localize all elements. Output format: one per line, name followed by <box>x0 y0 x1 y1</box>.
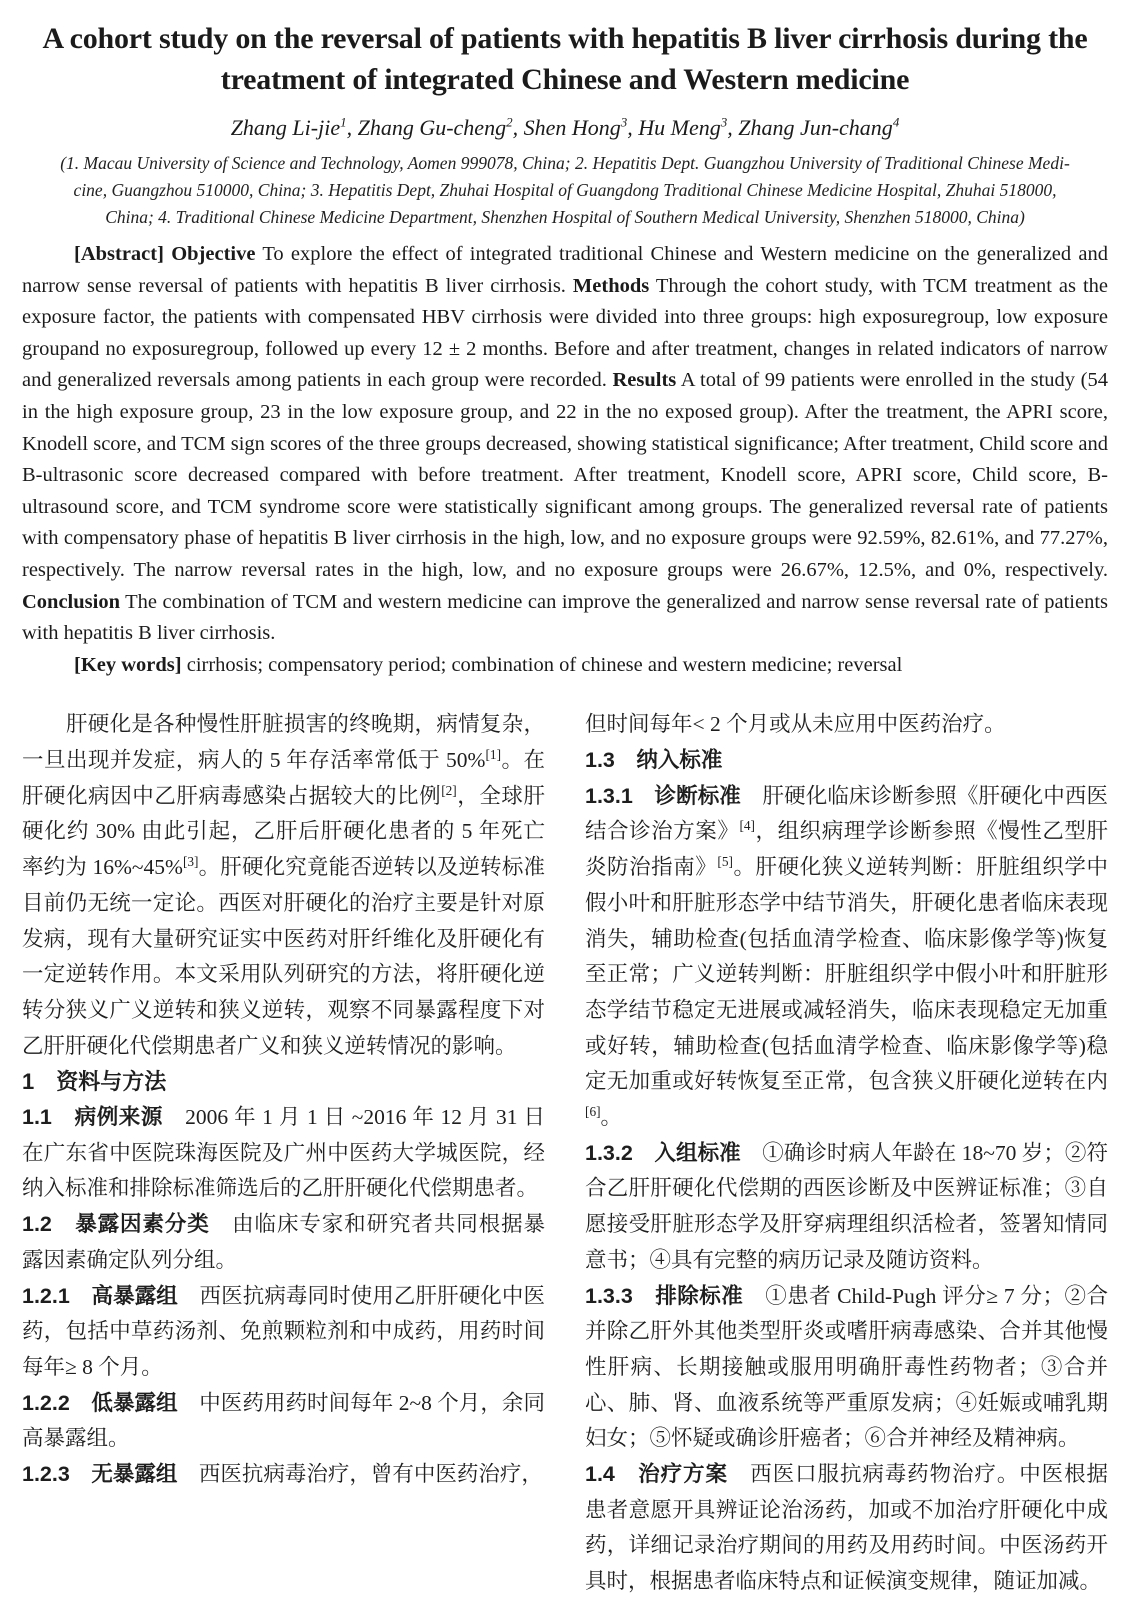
reference-superscript: [6] <box>585 1103 601 1119</box>
text-run: 肝硬化是各种慢性肝脏损害的终晚期，病情复杂，一旦出现并发症，病人的 5 年存活率常低于 50% <box>22 712 545 773</box>
text-run: 但时间每年< 2 个月或从未应用中医药治疗。 <box>585 712 1006 737</box>
text-run: Results <box>612 369 677 392</box>
affiliation-line: cine, Guangzhou 510000, China; 3. Hepatitis Dept, Zhuhai Hospital of Guangdong Traditional Chinese Medicine Hospital, Zhuhai 518000, <box>73 180 1057 200</box>
left-column <box>22 707 545 1600</box>
body-paragraph <box>22 1279 545 1386</box>
reference-superscript: [5] <box>717 853 733 869</box>
text-run: 中医药用药时间每年 2~8 个月，余同高暴露组。 <box>22 1390 545 1451</box>
text-run: 1.2 暴露因素分类 <box>22 1212 210 1237</box>
text-run: Methods <box>572 274 650 297</box>
text-run: 。肝硬化狭义逆转判断：肝脏组织学中假小叶和肝脏形态学中结节消失，肝硬化患者临床表现消失，辅助检查(包括血清学检查、临床影像学等)恢复至正常；广义逆转判断：肝脏组织学中假小叶和肝脏形态学结节稳定无进展或减轻消失，临床表现稳定无加重或好转，辅助检查(包括血清学检查、临床影像学等)稳定无加重或好转恢复至正常，包含狭义肝硬化逆转在内 <box>585 855 1108 1094</box>
body-paragraph <box>22 1100 545 1207</box>
text-run: 1.3.1 诊断标准 <box>585 783 741 808</box>
text-run: 西医抗病毒治疗，曾有中医药治疗， <box>177 1462 543 1487</box>
text-run: ①确诊时病人年龄在 18~70 岁；②符合乙肝肝硬化代偿期的西医诊断及中医辨证标准；③自愿接受肝脏形态学及肝穿病理组织活检者，签署知情同意书；④具有完整的病历记录及随访资料。 <box>585 1140 1108 1272</box>
body-paragraph <box>585 1457 1108 1600</box>
text-run: To explore the effect of integrated traditional Chinese and Western medicine on the generalized and narrow sense reversal of patients with hepatitis B liver cirrhosis. <box>22 243 1108 297</box>
text-run: 西医口服抗病毒药物治疗。中医根据患者意愿开具辨证论治汤药，加或不加治疗肝硬化中成药，详细记录治疗期间的用药及用药时间。中医汤药开具时，根据患者临床特点和证候演变规律，随证加减。 <box>585 1462 1108 1594</box>
text-run: , Zhang Jun-chang <box>727 115 893 140</box>
text-run: Zhang Li-jie <box>230 115 341 140</box>
body-paragraph <box>585 1279 1108 1458</box>
body-columns <box>22 707 1108 1600</box>
body-paragraph <box>22 1207 545 1278</box>
paper-title: A cohort study on the reversal of patients with hepatitis B liver cirrhosis during the treatment of integrated Chinese and Western medicine <box>42 22 1088 96</box>
text-run: 。在肝硬化病因中乙肝病毒感染占据较大的比例 <box>22 748 545 808</box>
body-paragraph <box>585 779 1108 1136</box>
reference-superscript: 4 <box>892 114 900 130</box>
keywords-line <box>22 650 1108 682</box>
reference-superscript: [3] <box>182 853 199 869</box>
text-run: 西医抗病毒同时使用乙肝肝硬化中医药，包括中草药汤剂、免煎颗粒剂和中成药，用药时间每年≥ 8 个月。 <box>22 1283 545 1379</box>
affiliation-block <box>22 150 1108 231</box>
body-paragraph <box>585 743 1108 779</box>
reference-superscript: 1 <box>340 114 347 130</box>
body-paragraph <box>22 1386 545 1457</box>
text-run: 1.3.3 排除标准 <box>585 1283 744 1308</box>
text-run: ，全球肝硬化约 30% 由此引起，乙肝后肝硬化患者的 5 年死亡率约为 16%~45% <box>22 783 545 880</box>
text-run: Conclusion <box>22 590 120 613</box>
text-run: A total of 99 patients were enrolled in the study (54 in the high exposure group, 23 in the low exposure group, and 22 in the no exposed group). After the treatment, the APRI score, Knodell score, and TCM sign scores of the three groups decreased, showing statistical significance; After treatment, Child score and B-ultrasonic score decreased compared with before treatment. After treatment, Knodell score, APRI score, Child score, B-ultrasound score, and TCM syndrome score were statistically significant among groups. The generalized reversal rate of patients with compensatory phase of hepatitis B liver cirrhosis in the high, low, and no exposure groups were 92.59%, 82.61%, and 77.27%, respectively. The narrow reversal rates in the high, low, and no exposure groups were 26.67%, 12.5%, and 0%, respectively. <box>22 369 1108 581</box>
reference-superscript: 2 <box>506 114 513 130</box>
text-run: 1.2.2 低暴露组 <box>22 1390 178 1415</box>
text-run: 1.3.2 入组标准 <box>585 1140 741 1165</box>
text-run: 1.3 纳入标准 <box>585 748 723 773</box>
text-run: cirrhosis; compensatory period; combination of chinese and western medicine; reversal <box>181 653 903 676</box>
text-run: 1.1 病例来源 <box>22 1105 163 1130</box>
text-run: 1.2.3 无暴露组 <box>22 1462 178 1487</box>
reference-superscript: [2] <box>441 782 457 798</box>
body-paragraph <box>22 707 545 1064</box>
text-run: 肝硬化临床诊断参照《肝硬化中西医结合诊治方案》 <box>585 783 1108 844</box>
reference-superscript: [1] <box>485 746 502 762</box>
text-run: Through the cohort study, with TCM treatment as the exposure factor, the patients with compensated HBV cirrhosis were divided into three groups: high exposuregroup, low exposure groupand no exposuregroup, followed up every 12 ± 2 months. Before and after treatment, changes in related indicators of narrow and generalized reversals among patients in each group were recorded. <box>22 274 1109 392</box>
text-run: 1.2.1 高暴露组 <box>22 1283 178 1308</box>
right-column <box>585 707 1108 1600</box>
abstract-paragraph <box>22 239 1108 650</box>
text-run: ①患者 Child-Pugh 评分≥ 7 分；②合并除乙肝外其他类型肝炎或嗜肝病毒感染、合并其他慢性肝病、长期接触或服用明确肝毒性药物者；③合并心、肺、肾、血液系统等严重原发病；④妊娠或哺乳期妇女；⑤怀疑或确诊肝癌者；⑥合并神经及精神病。 <box>585 1283 1108 1451</box>
text-run: [Key words] <box>74 653 182 676</box>
text-run: , Hu Meng <box>627 115 721 140</box>
body-paragraph <box>22 1457 545 1493</box>
text-run: , Zhang Gu-cheng <box>346 115 507 140</box>
text-run: 。 <box>600 1105 623 1130</box>
affiliation-line: (1. Macau University of Science and Technology, Aomen 999078, China; 2. Hepatitis Dept. Guangzhou University of Traditional Chinese Medi- <box>60 153 1070 173</box>
text-run: 由临床专家和研究者共同根据暴露因素确定队列分组。 <box>22 1212 545 1272</box>
text-run: 1 资料与方法 <box>22 1069 167 1095</box>
section-heading <box>22 1064 545 1100</box>
text-run: [Abstract] Objective <box>74 243 256 265</box>
affiliation-line: China; 4. Traditional Chinese Medicine Department, Shenzhen Hospital of Southern Medical University, Shenzhen 518000, China) <box>105 207 1025 227</box>
reference-superscript: [4] <box>739 818 755 834</box>
text-run: 1.4 治疗方案 <box>585 1462 728 1487</box>
author-line <box>22 115 1108 141</box>
text-run: 2006 年 1 月 1 日 ~2016 年 12 月 31 日在广东省中医院珠海医院及广州中医药大学城医院，经纳入标准和排除标准筛选后的乙肝肝硬化代偿期患者。 <box>22 1105 545 1201</box>
body-paragraph <box>585 1136 1108 1279</box>
text-run: 。肝硬化究竟能否逆转以及逆转标准目前仍无统一定论。西医对肝硬化的治疗主要是针对原发病，现有大量研究证实中医药对肝纤维化及肝硬化有一定逆转作用。本文采用队列研究的方法，将肝硬化逆转分狭义广义逆转和狭义逆转，观察不同暴露程度下对乙肝肝硬化代偿期患者广义和狭义逆转情况的影响。 <box>22 855 545 1058</box>
text-run: , Shen Hong <box>512 115 621 140</box>
reference-superscript: 3 <box>720 114 728 130</box>
text-run: The combination of TCM and western medicine can improve the generalized and narrow sense reversal rate of patients with hepatitis B liver cirrhosis. <box>22 590 1108 645</box>
body-paragraph <box>585 707 1108 743</box>
reference-superscript: 3 <box>620 114 628 130</box>
text-run: ，组织病理学诊断参照《慢性乙型肝炎防治指南》 <box>585 819 1108 880</box>
